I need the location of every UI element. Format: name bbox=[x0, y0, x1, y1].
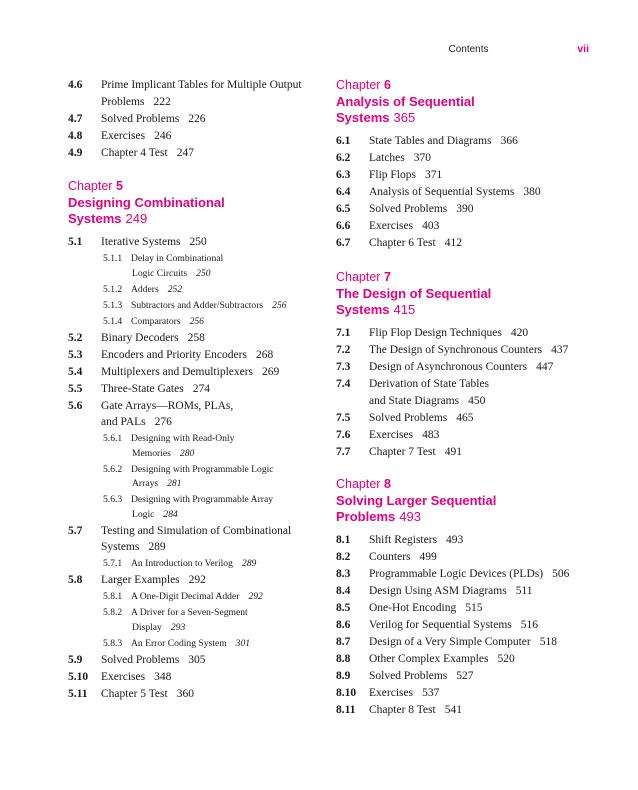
entry-title: Chapter 7 Test 491 bbox=[369, 445, 462, 458]
entry-page-number: 348 bbox=[154, 670, 172, 683]
chapter-word: Chapter bbox=[336, 270, 381, 284]
entry-page-number: 515 bbox=[465, 602, 483, 614]
entry-title: Design of Asynchronous Counters 447 bbox=[369, 361, 554, 373]
entry-title: Solved Problems 527 bbox=[369, 670, 474, 682]
entry-title: and PALs 276 bbox=[101, 416, 172, 428]
entry-page-number: 366 bbox=[500, 135, 518, 147]
entry-title: Prime Implicant Tables for Multiple Output bbox=[101, 79, 302, 91]
chapter-page-number: 415 bbox=[393, 302, 416, 317]
entry-title: Exercises 348 bbox=[101, 670, 172, 683]
entry-number: 8.1 bbox=[336, 534, 351, 546]
entry-number: 5.7.1 bbox=[103, 558, 123, 569]
entry-page-number: 371 bbox=[424, 169, 443, 181]
chapter-page-number: 249 bbox=[125, 211, 148, 226]
entry-page-number: 506 bbox=[552, 568, 570, 580]
entry-number: 5.8.3 bbox=[103, 637, 123, 649]
entry-page-number: 520 bbox=[497, 653, 515, 665]
entry-number: 5.1.4 bbox=[103, 315, 123, 327]
entry-number: 7.2 bbox=[336, 344, 351, 356]
entry-number: 7.6 bbox=[336, 428, 351, 441]
entry-title: Solved Problems 465 bbox=[369, 411, 474, 424]
entry-number: 5.4 bbox=[68, 365, 83, 378]
entry-page-number: 226 bbox=[188, 112, 206, 125]
chapter-word: Chapter bbox=[68, 179, 113, 193]
entry-number: 6.1 bbox=[336, 135, 351, 147]
entry-page-number: 250 bbox=[189, 236, 207, 248]
entry-title: and State Diagrams 450 bbox=[369, 394, 486, 407]
entry-page-number: 465 bbox=[456, 411, 474, 424]
entry-title: Solved Problems 305 bbox=[101, 653, 206, 666]
entry-number: 5.6.2 bbox=[103, 463, 123, 475]
chapter-number: 6 bbox=[383, 78, 391, 92]
entry-title: A Driver for a Seven-Segment bbox=[131, 607, 248, 618]
entry-page-number: 247 bbox=[176, 146, 194, 159]
entry-page-number: 447 bbox=[536, 361, 554, 373]
chapter-title bbox=[68, 211, 225, 227]
entry-page-number: 527 bbox=[456, 670, 474, 682]
entry-title: Latches 370 bbox=[369, 152, 432, 164]
chapter-title: Analysis of Sequential bbox=[336, 94, 475, 109]
entry-page-number: 250 bbox=[196, 267, 211, 279]
entry-title: Analysis of Sequential Systems 380 bbox=[369, 186, 541, 198]
entry-number: 5.10 bbox=[68, 670, 89, 683]
entry-page-number: 493 bbox=[446, 534, 464, 546]
entry-page-number: 256 bbox=[272, 299, 287, 311]
chapter-word: Chapter bbox=[336, 477, 381, 491]
entry-page-number: 537 bbox=[422, 687, 440, 699]
chapter-title bbox=[336, 110, 475, 126]
entry-number: 5.11 bbox=[68, 687, 88, 700]
entry-page-number: 420 bbox=[510, 327, 529, 339]
entry-number: 8.2 bbox=[336, 551, 351, 563]
entry-page-number: 292 bbox=[188, 574, 206, 586]
entry-title: Three-State Gates 274 bbox=[101, 382, 210, 395]
entry-page-number: 301 bbox=[235, 637, 251, 649]
entry-title: Design Using ASM Diagrams 511 bbox=[369, 585, 533, 597]
entry-number: 5.9 bbox=[68, 653, 83, 666]
entry-number: 5.1 bbox=[68, 236, 83, 248]
entry-number: 7.1 bbox=[336, 327, 351, 339]
entry-title: Larger Examples 292 bbox=[101, 574, 206, 586]
chapter-title: Solving Larger Sequential bbox=[336, 493, 497, 508]
entry-title: One-Hot Encoding 515 bbox=[369, 602, 483, 614]
entry-title: Testing and Simulation of Combinational bbox=[101, 524, 292, 537]
chapter-title-line: Systems bbox=[336, 302, 390, 317]
entry-title: Binary Decoders 258 bbox=[101, 331, 205, 344]
entry-page-number: 284 bbox=[163, 508, 178, 520]
chapter-heading bbox=[336, 78, 475, 126]
entry-page-number: 370 bbox=[413, 152, 432, 164]
chapter-heading bbox=[68, 179, 225, 227]
entry-title: Other Complex Examples 520 bbox=[369, 653, 515, 665]
entry-title: Memories 280 bbox=[132, 447, 195, 459]
entry-number: 5.6.3 bbox=[103, 494, 123, 505]
entry-number: 5.8.2 bbox=[103, 607, 123, 618]
running-header-title: Contents bbox=[448, 44, 489, 55]
entry-page-number: 499 bbox=[419, 551, 437, 563]
chapter-title: The Design of Sequential bbox=[336, 286, 492, 301]
entry-page-number: 293 bbox=[170, 621, 186, 633]
entry-page-number: 390 bbox=[456, 203, 474, 215]
entry-number: 6.2 bbox=[336, 152, 351, 164]
page-number: vii bbox=[577, 43, 589, 55]
entry-title: Exercises 246 bbox=[101, 129, 172, 142]
entry-page-number: 511 bbox=[515, 585, 533, 597]
chapter-number: 5 bbox=[115, 179, 123, 193]
chapter-title bbox=[336, 509, 496, 525]
entry-title: A One-Digit Decimal Adder 292 bbox=[131, 591, 263, 602]
entry-title: Solved Problems 390 bbox=[369, 203, 474, 215]
entry-number: 4.9 bbox=[68, 146, 83, 159]
entry-page-number: 437 bbox=[551, 344, 569, 356]
entry-number: 6.6 bbox=[336, 220, 351, 232]
chapter-number: 7 bbox=[383, 270, 391, 284]
entry-title: Shift Registers 493 bbox=[369, 534, 464, 546]
chapter-title: Designing Combinational bbox=[68, 195, 225, 210]
chapter-page-number: 365 bbox=[393, 110, 416, 125]
entry-number: 5.1.3 bbox=[103, 299, 123, 311]
entry-title: Comparators 256 bbox=[131, 315, 204, 327]
entry-number: 6.3 bbox=[336, 169, 351, 181]
entry-page-number: 222 bbox=[153, 95, 171, 108]
entry-title: Chapter 4 Test 247 bbox=[101, 146, 194, 159]
entry-number: 8.10 bbox=[336, 687, 357, 699]
entry-title: Subtractors and Adder/Subtractors 256 bbox=[131, 299, 287, 311]
entry-page-number: 380 bbox=[523, 186, 541, 198]
entry-number: 5.3 bbox=[68, 348, 83, 361]
entry-title: Chapter 8 Test 541 bbox=[369, 704, 462, 716]
entry-title: Chapter 5 Test 360 bbox=[101, 687, 194, 700]
entry-number: 7.5 bbox=[336, 411, 351, 424]
entry-page-number: 360 bbox=[176, 687, 194, 700]
entry-page-number: 269 bbox=[262, 365, 280, 378]
entry-title: Exercises 537 bbox=[369, 687, 440, 699]
entry-number: 4.8 bbox=[68, 129, 83, 142]
entry-page-number: 289 bbox=[241, 558, 257, 569]
entry-title: Delay in Combinational bbox=[131, 253, 224, 264]
entry-page-number: 403 bbox=[422, 220, 440, 232]
entry-page-number: 412 bbox=[444, 237, 462, 249]
entry-title: An Introduction to Verilog 289 bbox=[131, 558, 257, 569]
entry-title: The Design of Synchronous Counters 437 bbox=[369, 344, 569, 356]
entry-number: 7.3 bbox=[336, 361, 351, 373]
entry-page-number: 483 bbox=[422, 428, 440, 441]
entry-title: Verilog for Sequential Systems 516 bbox=[369, 619, 539, 631]
chapter-page-number: 493 bbox=[399, 509, 421, 524]
entry-number: 4.6 bbox=[68, 79, 83, 91]
entry-title: Programmable Logic Devices (PLDs) 506 bbox=[369, 568, 570, 580]
entry-title: State Tables and Diagrams 366 bbox=[369, 135, 518, 147]
entry-page-number: 256 bbox=[189, 315, 204, 327]
entry-number: 8.8 bbox=[336, 653, 351, 665]
entry-page-number: 281 bbox=[167, 478, 182, 489]
entry-number: 8.7 bbox=[336, 636, 351, 648]
entry-number: 8.4 bbox=[336, 585, 351, 597]
entry-number: 6.5 bbox=[336, 203, 351, 215]
entry-number: 5.2 bbox=[68, 331, 83, 344]
entry-page-number: 305 bbox=[188, 653, 206, 666]
running-header bbox=[449, 43, 590, 55]
chapter-label bbox=[336, 477, 496, 491]
entry-title: Flip Flop Design Techniques 420 bbox=[369, 327, 529, 339]
entry-number: 5.1.2 bbox=[103, 283, 123, 295]
entry-page-number: 541 bbox=[444, 704, 462, 716]
entry-title: Adders 252 bbox=[131, 283, 183, 295]
entry-number: 5.1.1 bbox=[103, 253, 123, 264]
entry-number: 7.7 bbox=[336, 445, 351, 458]
entry-title: Derivation of State Tables bbox=[369, 378, 490, 390]
entry-number: 6.4 bbox=[336, 186, 351, 198]
entry-page-number: 252 bbox=[167, 283, 183, 295]
chapter-title bbox=[336, 302, 491, 318]
entry-number: 5.7 bbox=[68, 524, 83, 537]
entry-number: 8.9 bbox=[336, 670, 351, 682]
chapter-word: Chapter bbox=[336, 78, 381, 92]
entry-page-number: 518 bbox=[539, 636, 557, 648]
entry-title: Designing with Programmable Array bbox=[131, 494, 274, 505]
entry-page-number: 491 bbox=[444, 445, 462, 458]
entry-page-number: 258 bbox=[187, 331, 205, 344]
entry-title: Encoders and Priority Encoders 268 bbox=[101, 348, 274, 361]
entry-number: 5.8 bbox=[68, 574, 83, 586]
entry-number: 5.8.1 bbox=[103, 591, 123, 602]
entry-number: 5.6.1 bbox=[103, 433, 123, 444]
entry-title: Logic 284 bbox=[132, 508, 178, 520]
entry-number: 8.5 bbox=[336, 602, 351, 614]
entry-number: 6.7 bbox=[336, 237, 351, 249]
entry-title: Counters 499 bbox=[369, 551, 437, 563]
entry-title: Gate Arrays—ROMs, PLAs, bbox=[101, 399, 234, 412]
entry-title: Arrays 281 bbox=[132, 478, 182, 489]
entry-title: An Error Coding System 301 bbox=[131, 637, 251, 649]
entry-title: Designing with Read-Only bbox=[131, 433, 235, 444]
chapter-title-line: Systems bbox=[68, 211, 122, 226]
entry-page-number: 516 bbox=[520, 619, 539, 631]
entry-title: Multiplexers and Demultiplexers 269 bbox=[101, 365, 280, 378]
entry-title: Designing with Programmable Logic bbox=[131, 463, 274, 475]
entry-page-number: 274 bbox=[192, 382, 210, 395]
entry-page-number: 268 bbox=[255, 348, 274, 361]
chapter-heading bbox=[336, 477, 496, 525]
entry-number: 7.4 bbox=[336, 378, 351, 390]
entry-title: Problems 222 bbox=[101, 95, 171, 108]
chapter-label bbox=[336, 78, 475, 92]
chapter-title-line: Systems bbox=[336, 110, 390, 125]
entry-number: 5.6 bbox=[68, 399, 83, 412]
entry-title: Iterative Systems 250 bbox=[101, 236, 207, 248]
chapter-heading bbox=[336, 270, 491, 318]
chapter-label bbox=[336, 270, 491, 284]
entry-page-number: 292 bbox=[248, 591, 263, 602]
entry-number: 5.5 bbox=[68, 382, 83, 395]
entry-title: Logic Circuits 250 bbox=[132, 267, 211, 279]
entry-page-number: 246 bbox=[154, 129, 172, 142]
entry-page-number: 450 bbox=[468, 394, 486, 407]
entry-number: 8.11 bbox=[336, 704, 356, 716]
entry-page-number: 280 bbox=[179, 447, 195, 459]
entry-number: 8.3 bbox=[336, 568, 351, 580]
entry-number: 4.7 bbox=[68, 112, 83, 125]
chapter-label bbox=[68, 179, 225, 193]
entry-page-number: 276 bbox=[154, 416, 172, 428]
entry-title: Flip Flops 371 bbox=[369, 169, 443, 181]
entry-title: Chapter 6 Test 412 bbox=[369, 237, 462, 249]
entry-title: Exercises 403 bbox=[369, 220, 440, 232]
entry-title: Design of a Very Simple Computer 518 bbox=[369, 636, 557, 648]
entry-title: Systems 289 bbox=[101, 541, 166, 553]
entry-number: 8.6 bbox=[336, 619, 351, 631]
chapter-number: 8 bbox=[383, 477, 391, 491]
entry-title: Display 293 bbox=[132, 621, 186, 633]
entry-page-number: 289 bbox=[148, 541, 166, 553]
entry-title: Solved Problems 226 bbox=[101, 112, 206, 125]
chapter-title-line: Problems bbox=[336, 509, 396, 524]
entry-title: Exercises 483 bbox=[369, 428, 440, 441]
